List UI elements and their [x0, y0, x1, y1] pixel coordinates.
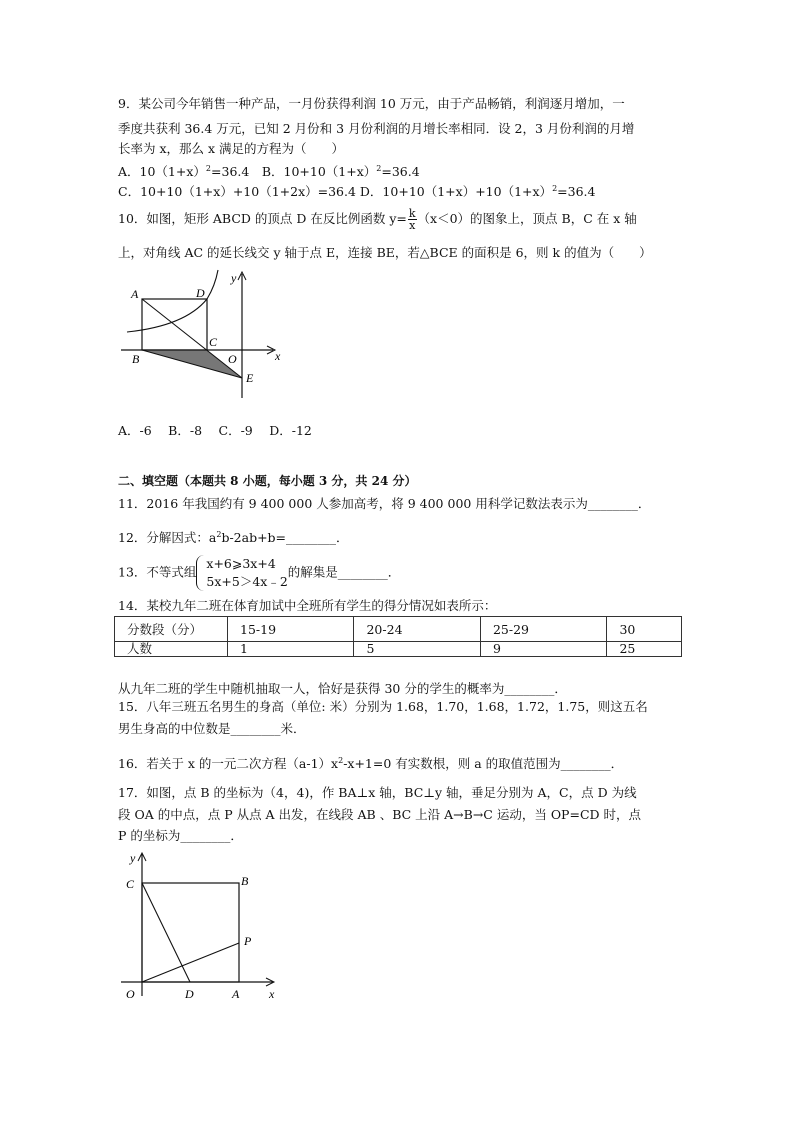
q16-post: -x+1=0 有实数根，则 a 的取值范围为________． [343, 756, 624, 772]
q13-text [118, 555, 400, 591]
label-B: B [132, 352, 140, 366]
q9-line2: 季度共获利 36.4 万元，已知 2 月份和 3 月份利润的月增长率相同．设 2，3 月份利润的月增 [118, 121, 635, 136]
q12-sup: 2 [216, 530, 222, 539]
q14-text: 14．某校九年二班在体育加试中全班所有学生的得分情况如表所示： [118, 598, 497, 613]
q12-text [118, 526, 349, 547]
table-cell: 分数段（分） [115, 617, 228, 642]
frac-num: k [408, 207, 416, 220]
label-D: D [185, 987, 194, 1001]
label-B: B [241, 874, 249, 888]
table-cell: 30 [607, 617, 682, 642]
q11-text: 11．2016 年我国约有 9 400 000 人参加高考，将 9 400 000 用科学记数法表示为________． [118, 496, 651, 511]
q15-line1: 15．八年三班五名男生的身高（单位: 米）分别为 1.68，1.70，1.68，1.72，1.75，则这五名 [118, 699, 648, 714]
q9-line1: 9．某公司今年销售一种产品，一月份获得利润 10 万元，由于产品畅销，利润逐月增加，一 [118, 96, 625, 111]
q16-text [118, 752, 623, 773]
q15-line2: 男生身高的中位数是________米． [118, 721, 306, 736]
q14-after: 从九年二班的学生中随机抽取一人，恰好是获得 30 分的学生的概率为________． [118, 681, 567, 696]
q9-sup: 2 [552, 184, 558, 193]
label-C: C [209, 335, 218, 349]
fraction-k-over-x [408, 208, 417, 231]
q10-figure [115, 268, 285, 403]
label-C: C [126, 877, 135, 891]
inequality-system [196, 555, 287, 591]
brace-icon [196, 555, 205, 591]
table-cell: 25 [607, 642, 682, 657]
q9-option-b-tail: =36.4 [381, 164, 420, 180]
q10-text-post: （x＜0）的图象上，顶点 B，C 在 x 轴 [417, 211, 637, 226]
q9-option-b: =36.4 B．10+10（1+x） [211, 164, 377, 180]
q16-pre: 16．若关于 x 的一元二次方程（a-1）x [118, 756, 339, 772]
q9-option-a: A．10（1+x） [118, 164, 206, 180]
table-cell: 15-19 [228, 617, 354, 642]
section-heading: 二、填空题（本题共 8 小题，每小题 3 分，共 24 分） [118, 474, 417, 488]
q17-figure [115, 848, 285, 1003]
q17-line3: P 的坐标为________． [118, 828, 243, 843]
q9-sup: 2 [376, 164, 382, 173]
q9-options-cd [118, 180, 595, 201]
q9-option-cd: C．10+10（1+x）+10（1+2x）=36.4 D．10+10（1+x）+10（1+x） [118, 184, 553, 200]
table-row [115, 617, 682, 642]
q10-text-pre: 10．如图，矩形 ABCD 的顶点 D 在反比例函数 y= [118, 211, 407, 226]
table-cell: 人数 [115, 642, 228, 657]
inequality-2: 5x+5＞4x﹣2 [206, 574, 288, 589]
label-A: A [131, 287, 139, 301]
q9-options-ab [118, 160, 420, 181]
table-cell: 20-24 [354, 617, 480, 642]
label-E: E [246, 371, 254, 385]
q16-sup: 2 [338, 756, 344, 765]
label-A: A [232, 987, 240, 1001]
score-table [114, 616, 682, 657]
q17-line2: 段 OA 的中点，点 P 从点 A 出发，在线段 AB 、BC 上沿 A→B→C 运动，当 OP=CD 时，点 [118, 807, 642, 822]
q13-pre: 13．不等式组 [118, 564, 197, 580]
label-D: D [196, 286, 205, 300]
inequality-1: x+6⩾3x+4 [206, 556, 276, 571]
q13-post: 的解集是________． [287, 564, 401, 580]
q10-options: A．-6 B．-8 C．-9 D．-12 [118, 423, 312, 438]
q9-option-d-tail: =36.4 [557, 184, 596, 200]
q17-line1: 17．如图，点 B 的坐标为（4，4)，作 BA⊥x 轴，BC⊥y 轴，垂足分别为 A，C，点 D 为线 [118, 785, 637, 800]
q10-line2: 上，对角线 AC 的延长线交 y 轴于点 E，连接 BE，若△BCE 的面积是 6，则 k 的值为（ ） [118, 245, 652, 260]
table-cell: 25-29 [480, 617, 606, 642]
table-cell: 5 [354, 642, 480, 657]
frac-den: x [409, 219, 416, 232]
q12-post: b-2ab+b=________． [221, 530, 349, 546]
table-cell: 1 [228, 642, 354, 657]
label-y: y [130, 851, 136, 865]
q9-sup: 2 [205, 164, 212, 173]
q10-line1 [118, 206, 637, 232]
label-O: O [126, 987, 135, 1001]
label-x: x [269, 987, 275, 1001]
table-cell: 9 [480, 642, 606, 657]
label-x: x [275, 349, 281, 363]
table-row [115, 642, 682, 657]
label-y: y [231, 271, 237, 285]
q9-line3: 长率为 x，那么 x 满足的方程为（ ） [118, 141, 345, 156]
label-O: O [228, 352, 237, 366]
label-P: P [244, 934, 252, 948]
q12-pre: 12．分解因式：a [118, 530, 217, 546]
